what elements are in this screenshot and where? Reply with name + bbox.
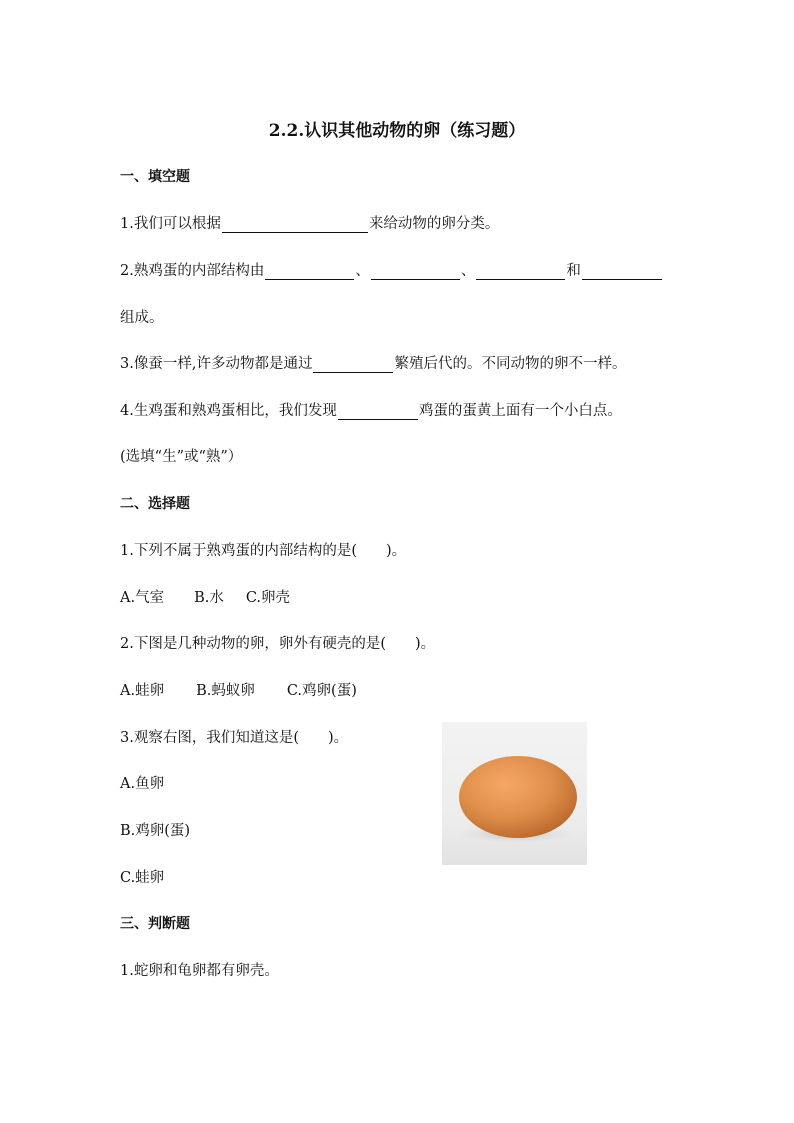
answer-blank[interactable] (371, 264, 460, 280)
question-1-1 (120, 212, 499, 233)
question-3-1: 1.蛇卵和龟卵都有卵壳。 (120, 963, 279, 979)
question-text: 来给动物的卵分类。 (368, 216, 500, 232)
option-b[interactable]: B.水 (194, 590, 224, 606)
section-heading-fill-blank: 一、填空题 (120, 169, 190, 185)
question-text: 4.生鸡蛋和熟鸡蛋相比，我们发现 (120, 403, 337, 419)
answer-blank[interactable] (338, 404, 418, 420)
option-a[interactable]: A.鱼卵 (120, 776, 165, 792)
answer-blank[interactable] (222, 217, 368, 233)
question-2-1: 1.下列不属于熟鸡蛋的内部结构的是( )。 (120, 543, 407, 559)
question-2-3: 3.观察右图，我们知道这是( )。 (120, 730, 349, 746)
option-c[interactable]: C.蛙卵 (120, 870, 165, 886)
option-a[interactable]: A.气室 (120, 590, 165, 606)
option-c[interactable]: C.鸡卵(蛋) (286, 683, 357, 699)
question-1-3 (120, 352, 626, 373)
question-2-1-options (120, 586, 290, 607)
egg-photo (442, 722, 587, 865)
page-title: 2.2.认识其他动物的卵（练习题） (268, 121, 526, 141)
question-1-2 (120, 259, 663, 280)
separator: 、 (460, 263, 476, 279)
answer-blank[interactable] (313, 357, 393, 373)
question-text: 繁殖后代的。不同动物的卵不一样。 (394, 356, 627, 372)
question-1-4-note: (选填“生”或“熟”） (120, 449, 243, 465)
question-1-2-continuation: 组成。 (120, 310, 164, 326)
section-heading-true-false: 三、判断题 (120, 916, 190, 932)
answer-blank[interactable] (582, 264, 662, 280)
answer-blank[interactable] (476, 264, 565, 280)
separator: 和 (566, 263, 581, 279)
option-a[interactable]: A.蛙卵 (120, 683, 165, 699)
question-2-2-options (120, 679, 357, 700)
question-2-2: 2.下图是几种动物的卵，卵外有硬壳的是( )。 (120, 636, 436, 652)
egg-icon (442, 722, 587, 865)
question-1-4 (120, 399, 622, 420)
question-text: 3.像蚕一样,许多动物都是通过 (120, 356, 313, 372)
question-text: 2.熟鸡蛋的内部结构由 (120, 263, 265, 279)
option-b[interactable]: B.鸡卵(蛋) (120, 823, 191, 839)
option-b[interactable]: B.蚂蚁卵 (196, 683, 255, 699)
question-text: 1.我们可以根据 (120, 216, 221, 232)
question-text: 鸡蛋的蛋黄上面有一个小白点。 (418, 403, 622, 419)
section-heading-multiple-choice: 二、选择题 (120, 496, 190, 512)
answer-blank[interactable] (265, 264, 354, 280)
separator: 、 (355, 263, 370, 279)
option-c[interactable]: C.卵壳 (245, 590, 291, 606)
